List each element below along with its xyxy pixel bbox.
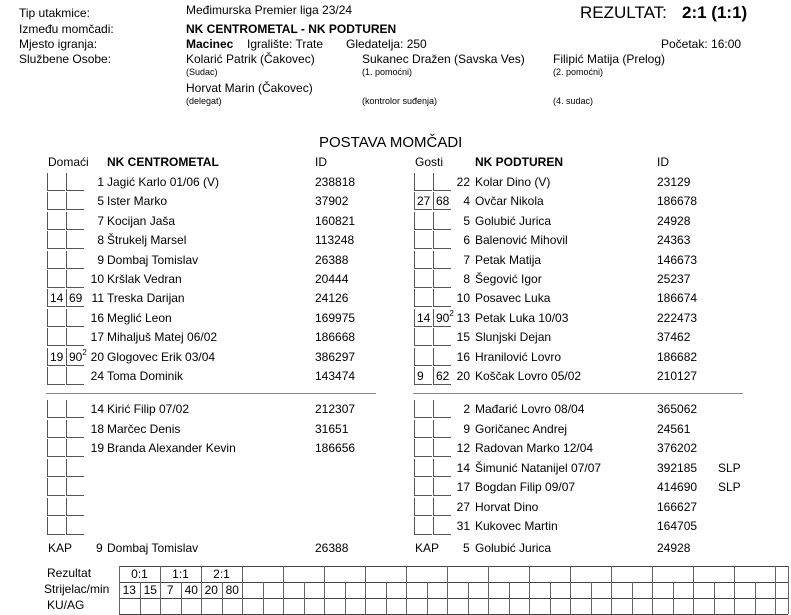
sub-minute-box [47, 517, 65, 535]
grid-line [160, 598, 161, 614]
sub-minute-value: 14 [417, 310, 431, 325]
grid-line [570, 582, 571, 598]
player-id: 169975 [315, 310, 356, 325]
player-id: 414690 [657, 480, 698, 494]
grid-line [591, 582, 592, 598]
grid-line [611, 566, 612, 582]
grid-line [488, 582, 489, 598]
grid-line [529, 598, 530, 614]
home-captain-name: Dombaj Tomislav [107, 541, 199, 555]
grid-line [447, 566, 448, 582]
grid-line [181, 598, 182, 614]
grid-line [632, 582, 633, 598]
player-id: 186656 [315, 441, 356, 455]
grid-line [406, 582, 407, 598]
player-number: 31 [456, 519, 470, 533]
result-label: REZULTAT: [580, 3, 667, 22]
grid-line [201, 598, 202, 614]
grid-line [365, 582, 366, 598]
player-id: 238818 [315, 175, 356, 189]
player-number: 17 [456, 480, 470, 494]
sub-minute-box [414, 251, 432, 269]
player-number: 20 [90, 349, 104, 364]
player-id: 25237 [657, 272, 691, 286]
player-name: Ovčar Nikola [475, 194, 544, 209]
grid-line [365, 598, 366, 614]
player-number: 22 [456, 175, 470, 189]
grid-line [652, 566, 653, 582]
player-id: 24126 [315, 291, 349, 306]
sub-minute-value: 62 [436, 369, 450, 383]
score-cell: 2:1 [213, 567, 230, 581]
minute-cell: 15 [143, 583, 157, 597]
sub-minute-box [414, 212, 432, 230]
grid-line [652, 598, 653, 614]
player-name: Bogdan Filip 09/07 [475, 480, 576, 494]
sub-minute-box [414, 498, 432, 516]
player-id: 24363 [657, 233, 691, 248]
player-number: 9 [463, 421, 470, 436]
grid-line [755, 598, 756, 614]
player-name: Kršlak Vedran [107, 272, 182, 286]
player-name: Kocijan Jaša [107, 213, 176, 228]
grid-line [775, 566, 776, 582]
player-id: 37902 [315, 194, 349, 209]
player-number: 14 [456, 460, 470, 475]
player-name: Toma Dominik [107, 369, 184, 383]
grid-line [529, 582, 530, 598]
player-number: 4 [463, 194, 470, 209]
player-number: 10 [456, 291, 470, 306]
match-type-label: Tip utakmice: [19, 6, 90, 20]
player-number: 6 [463, 233, 470, 248]
player-id: 186682 [657, 349, 698, 364]
home-divider [46, 393, 376, 394]
minute-cell: 80 [225, 583, 239, 597]
grid-line [509, 582, 510, 598]
grid-line [365, 566, 366, 582]
official-role: (1. pomoćni) [362, 67, 413, 77]
home-team-name: NK CENTROMETAL [107, 155, 219, 169]
minute-cell: 13 [122, 583, 136, 597]
grid-line [673, 582, 674, 598]
sub-minute-box [414, 231, 432, 249]
player-number: 14 [90, 402, 104, 416]
sub-minute-box [414, 478, 432, 496]
player-name: Golubić Jurica [475, 213, 552, 228]
grid-line [242, 598, 243, 614]
player-id: 31651 [315, 421, 349, 436]
home-side-label: Domaći [48, 155, 89, 169]
sub-minute-value: 68 [436, 194, 450, 209]
player-name: Jagić Karlo 01/06 (V) [107, 175, 220, 189]
player-name: Treska Darijan [107, 291, 185, 306]
player-name: Petak Luka 10/03 [475, 310, 569, 325]
player-note: SLP [718, 480, 741, 494]
sub-minute-value: 90 [69, 349, 83, 364]
grid-line [734, 598, 735, 614]
grid-line [509, 598, 510, 614]
official-role: (4. sudac) [553, 96, 594, 106]
grid-line [775, 582, 776, 598]
teams-title: NK CENTROMETAL - NK PODTUREN [186, 22, 397, 36]
player-name: Petak Matija [475, 252, 542, 267]
grid-line [693, 582, 694, 598]
player-number: 12 [456, 441, 470, 455]
away-captain-name: Golubić Jurica [475, 541, 552, 555]
goals-result-label: Rezultat [47, 566, 92, 580]
player-name: Ister Marko [107, 194, 168, 209]
sub-minute-value: 90 [436, 310, 450, 325]
grid-line [714, 598, 715, 614]
player-id: 212307 [315, 402, 356, 416]
official-name: Horvat Marin (Čakovec) [186, 81, 313, 95]
player-number: 8 [97, 233, 104, 248]
grid-line [324, 582, 325, 598]
sub-minute-box [47, 270, 65, 288]
home-captain-id: 26388 [315, 541, 349, 555]
player-name: Mihaljuš Matej 06/02 [107, 330, 218, 345]
grid-line [140, 598, 141, 614]
grid-line [304, 598, 305, 614]
grid-line [427, 598, 428, 614]
sub-minute-box [47, 459, 65, 477]
player-number: 7 [463, 252, 470, 267]
player-id: 143474 [315, 369, 356, 383]
grid-line [427, 582, 428, 598]
official-role: (kontrolor suđenja) [362, 96, 438, 106]
sub-minute-box [47, 309, 65, 327]
grid-line [283, 582, 284, 598]
grid-line [263, 582, 264, 598]
grid-line [673, 598, 674, 614]
sub-minute-box [414, 517, 432, 535]
grid-line [734, 582, 735, 598]
away-captain-label: KAP [415, 541, 440, 555]
grid-line [345, 598, 346, 614]
player-number: 16 [456, 349, 470, 364]
grid-line [406, 598, 407, 614]
player-id: 146673 [657, 252, 698, 267]
sub-minute-box [47, 192, 65, 210]
card-count: 2 [82, 347, 87, 357]
player-id: 164705 [657, 519, 698, 533]
grid-line [468, 582, 469, 598]
player-name: Kirić Filip 07/02 [107, 402, 190, 416]
sub-minute-box [47, 367, 65, 385]
sub-minute-box [47, 251, 65, 269]
player-name: Posavec Luka [475, 291, 551, 306]
player-number: 24 [90, 369, 104, 383]
player-number: 7 [97, 213, 104, 228]
player-id: 160821 [315, 213, 356, 228]
player-id: 26388 [315, 252, 349, 267]
minute-cell: 7 [166, 583, 174, 597]
sub-minute-box [66, 478, 84, 496]
player-number: 5 [463, 213, 470, 228]
player-number: 2 [463, 402, 470, 416]
player-number: 11 [91, 291, 104, 306]
player-id: 186678 [657, 194, 698, 209]
grid-line [447, 582, 448, 598]
player-id: 210127 [657, 369, 698, 383]
grid-line [283, 598, 284, 614]
official-role: (Sudac) [186, 67, 218, 77]
pitch: Igralište: Trate [247, 37, 324, 51]
sub-minute-box [414, 420, 432, 438]
grid-line [324, 598, 325, 614]
grid-line [324, 566, 325, 582]
player-id: 186668 [315, 330, 356, 345]
sub-minute-box [47, 328, 65, 346]
sub-minute-box [47, 231, 65, 249]
player-number: 19 [90, 441, 104, 455]
sub-minute-box [47, 400, 65, 418]
sub-minute-box [414, 270, 432, 288]
player-name: Glogovec Erik 03/04 [107, 349, 216, 364]
grid-line [775, 598, 776, 614]
player-name: Radovan Marko 12/04 [475, 441, 594, 455]
home-id-header: ID [315, 155, 327, 169]
sub-minute-box [66, 459, 84, 477]
grid-line [222, 598, 223, 614]
grid-line [406, 566, 407, 582]
official-role: (delegat) [186, 96, 222, 106]
grid-line [447, 598, 448, 614]
sub-minute-box [47, 348, 65, 366]
player-number: 15 [456, 330, 470, 345]
player-name: Štrukelj Marsel [107, 233, 187, 248]
grid-line [693, 566, 694, 582]
away-captain-number: 5 [463, 541, 470, 555]
player-number: 13 [456, 310, 470, 325]
sub-minute-box [414, 459, 432, 477]
player-name: Branda Alexander Kevin [107, 441, 236, 455]
grid-line [488, 598, 489, 614]
sub-minute-box [47, 420, 65, 438]
goals-kuag-label: KU/AG [47, 598, 85, 612]
sub-minute-value: 19 [50, 349, 64, 364]
grid-line [611, 598, 612, 614]
sub-minute-box [414, 328, 432, 346]
player-number: 27 [456, 499, 470, 514]
sub-minute-value: 69 [69, 291, 83, 306]
player-name: Slunjski Dejan [475, 330, 552, 345]
sub-minute-box [66, 517, 84, 535]
grid-line [611, 582, 612, 598]
sub-minute-value: 27 [417, 194, 431, 209]
grid-line [386, 598, 387, 614]
grid-line [632, 598, 633, 614]
away-side-label: Gosti [415, 155, 444, 169]
sub-minute-box [414, 348, 432, 366]
grid-line [488, 566, 489, 582]
player-name: Marčec Denis [107, 421, 181, 436]
player-id: 376202 [657, 441, 698, 455]
minute-cell: 20 [204, 583, 218, 597]
grid-line [550, 582, 551, 598]
grid-line [570, 566, 571, 582]
official-name: Sukanec Dražen (Savska Ves) [362, 52, 525, 66]
grid-line [591, 598, 592, 614]
sub-minute-box [47, 212, 65, 230]
player-id: 20444 [315, 272, 349, 286]
sub-minute-value: 9 [417, 369, 424, 383]
grid-line [529, 566, 530, 582]
player-id: 222473 [657, 310, 698, 325]
grid-line [304, 582, 305, 598]
sub-minute-box [47, 478, 65, 496]
grid-line [263, 598, 264, 614]
grid-line [386, 582, 387, 598]
sub-minute-box [47, 498, 65, 516]
sub-minute-box [47, 173, 65, 191]
player-id: 24928 [657, 213, 691, 228]
player-number: 18 [90, 421, 104, 436]
player-number: 5 [97, 194, 104, 209]
sub-minute-value: 14 [50, 291, 64, 306]
sub-minute-box [414, 439, 432, 457]
player-number: 9 [97, 252, 104, 267]
player-name: Šegović Igor [475, 272, 542, 286]
player-number: 8 [463, 272, 470, 286]
official-name: Kolarić Patrik (Čakovec) [186, 52, 315, 66]
player-name: Šimunić Natanijel 07/07 [475, 460, 602, 475]
sub-minute-box [66, 498, 84, 516]
grid-line [345, 582, 346, 598]
player-id: 23129 [657, 175, 691, 189]
away-captain-id: 24928 [657, 541, 691, 555]
away-team-name: NK PODTUREN [475, 155, 564, 169]
home-captain-number: 9 [96, 541, 103, 555]
player-name: Mađarić Lovro 08/04 [475, 402, 585, 416]
sub-minute-box [414, 400, 432, 418]
venue-label: Mjesto igranja: [19, 37, 98, 51]
player-number: 1 [97, 175, 104, 189]
grid-line [788, 566, 789, 614]
grid-line [242, 566, 243, 582]
player-id: 24561 [657, 421, 691, 436]
player-id: 386297 [315, 349, 356, 364]
player-number: 10 [90, 272, 104, 286]
grid-line [652, 582, 653, 598]
grid-line [550, 598, 551, 614]
grid-line [734, 566, 735, 582]
player-note: SLP [718, 460, 741, 475]
grid-line [714, 582, 715, 598]
score-cell: 1:1 [172, 567, 189, 581]
sub-minute-box [47, 289, 65, 307]
start-time: Početak: 16:00 [661, 37, 742, 51]
player-name: Kukovec Martin [475, 519, 558, 533]
sub-minute-box [414, 309, 432, 327]
grid-line [693, 598, 694, 614]
goals-scorer-label: Strijelac/min [44, 582, 110, 596]
player-name: Meglić Leon [107, 310, 172, 325]
result-value: 2:1 (1:1) [682, 3, 748, 22]
player-name: Horvat Dino [475, 499, 539, 514]
official-name: Filipić Matija (Prelog) [553, 52, 666, 66]
match-type: Međimurska Premier liga 23/24 [186, 3, 353, 17]
grid-line [755, 582, 756, 598]
player-name: Koščak Lovro 05/02 [475, 369, 582, 383]
player-id: 365062 [657, 402, 698, 416]
player-id: 392185 [657, 460, 698, 475]
player-number: 16 [90, 310, 104, 325]
card-count: 2 [449, 308, 454, 318]
grid-line [570, 598, 571, 614]
home-captain-label: KAP [48, 541, 73, 555]
sub-minute-box [414, 192, 432, 210]
minute-cell: 40 [184, 583, 198, 597]
player-number: 17 [90, 330, 104, 345]
grid-line [283, 566, 284, 582]
spectators: Gledatelja: 250 [346, 37, 427, 51]
player-name: Dombaj Tomislav [107, 252, 199, 267]
player-name: Hranilović Lovro [475, 349, 562, 364]
player-id: 186674 [657, 291, 698, 306]
score-cell: 0:1 [131, 567, 148, 581]
sub-minute-box [414, 173, 432, 191]
player-id: 37462 [657, 330, 691, 345]
player-id: 166627 [657, 499, 698, 514]
official-role: (2. pomoćni) [553, 67, 604, 77]
between-label: Između momčadi: [19, 22, 114, 36]
grid-line [468, 598, 469, 614]
player-name: Balenović Mihovil [475, 233, 568, 248]
sub-minute-box [414, 367, 432, 385]
grid-line [119, 598, 120, 614]
player-name: Kolar Dino (V) [475, 175, 551, 189]
grid-line [119, 598, 788, 599]
player-number: 20 [456, 369, 470, 383]
officials-label: Službene Osobe: [19, 52, 112, 66]
away-id-header: ID [657, 155, 669, 169]
sub-minute-box [47, 439, 65, 457]
lineup-title: POSTAVA MOMČADI [319, 134, 463, 151]
player-name: Goričanec Andrej [475, 421, 568, 436]
sub-minute-box [414, 289, 432, 307]
venue: Macinec [186, 37, 234, 51]
player-id: 113248 [315, 233, 355, 248]
away-divider [413, 393, 743, 394]
